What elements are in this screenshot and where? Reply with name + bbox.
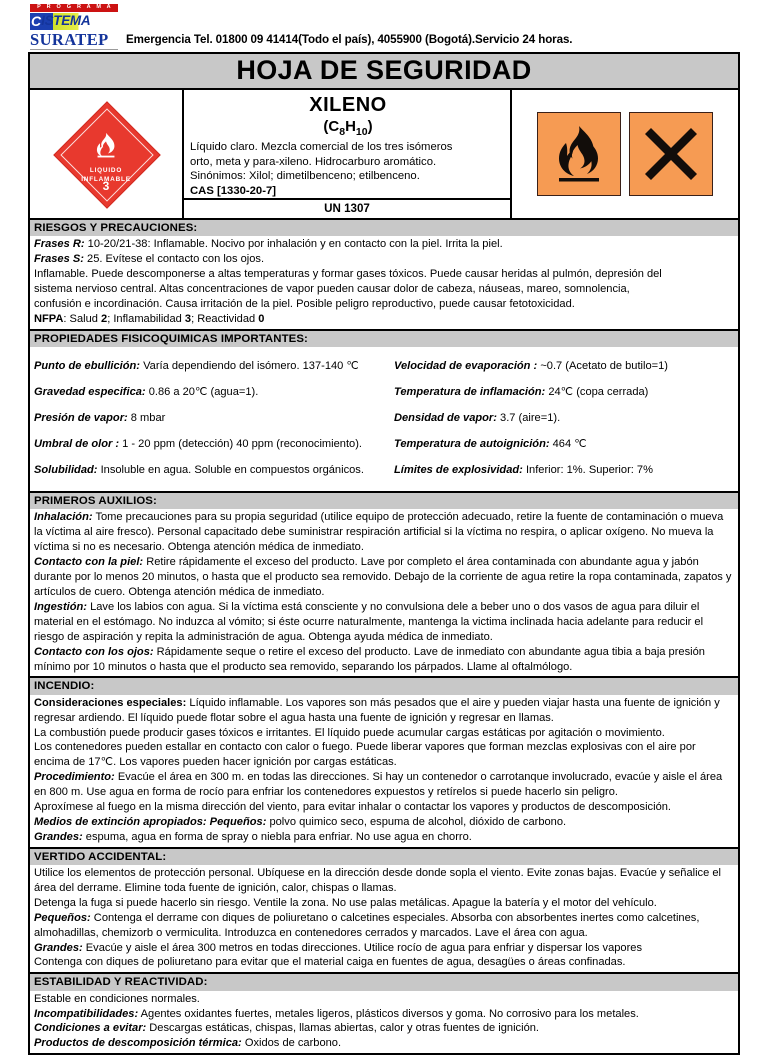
first-aid-label: Ingestión: (34, 600, 87, 613)
section-heading-riesgos: RIESGOS Y PRECAUCIONES: (30, 220, 738, 236)
placard-label-line2: INFLAMABLE (81, 175, 131, 183)
first-aid-ojos (34, 645, 734, 675)
masthead (0, 0, 768, 52)
section-heading-primeros-auxilios: PRIMEROS AUXILIOS: (30, 493, 738, 509)
frases-r-row (34, 237, 734, 252)
vertido-contenga: Contenga con diques de poliuretano para evitar que el material caiga en fuentes de agua, desagües o áreas confinadas. (34, 956, 626, 969)
nfpa-health-rating: 2 (101, 312, 108, 325)
property-value: 1 - 20 ppm (detección) 40 ppm (reconocimiento). (119, 438, 363, 451)
vertido-pequenos-label: Pequeños: (34, 911, 91, 924)
formula-open: (C (323, 118, 340, 136)
nfpa-text-a: : Salud (63, 312, 102, 325)
section-body-primeros-auxilios (30, 509, 738, 676)
condiciones-evitar-label: Condiciones a evitar: (34, 1022, 147, 1035)
descomposicion-label: Productos de descomposición térmica: (34, 1037, 242, 1050)
estabilidad-descomposicion (34, 1036, 734, 1051)
medios-grandes-text: espuma, agua en forma de spray o niebla para enfriar. No use agua en chorro. (82, 830, 472, 843)
logo-cistema-band (30, 13, 118, 30)
section-heading-vertido: VERTIDO ACCIDENTAL: (30, 849, 738, 865)
identification-block (28, 90, 740, 220)
property-value: ~0.7 (Acetato de butilo=1) (537, 360, 668, 373)
properties-grid (30, 347, 738, 491)
frases-s-text: 25. Evítese el contacto con los ojos. (83, 253, 265, 266)
x-harmful-pictogram (629, 112, 713, 196)
un-number: UN 1307 (184, 198, 510, 218)
placard-cell (30, 90, 184, 218)
property-label: Límites de explosividad: (394, 464, 523, 477)
logo-suratep-wordmark: SURATEP (30, 31, 118, 50)
descomposicion-text: Oxidos de carbono. (241, 1037, 342, 1050)
frases-r-text: 10-20/21-38: Inflamable. Nocivo por inhalación y en contacto con la piel. Irrita la piel. (84, 238, 503, 251)
chemical-info (184, 90, 510, 198)
section-body-vertido (30, 865, 738, 972)
property-label: Temperatura de autoignición: (394, 438, 550, 451)
vertido-grandes-text: Evacúe y aisle el área 300 metros en todas direcciones. Utilice rocío de agua para enfriar y dispersar los vapores (82, 941, 642, 954)
property-row (394, 463, 734, 478)
incendio-body-line-1: La combustión puede producir gases tóxicos e irritantes. El líquido puede acumular cargas estáticas por agitación o movimiento. (34, 726, 665, 739)
vertido-body-line-2: Detenga la fuga si puede hacerlo sin riesgo. Ventile la zona. No use palas metálicas. Apague la batería y el motor del vehículo. (34, 896, 657, 909)
frases-r-label: Frases R: (34, 238, 85, 251)
vertido-body-line-1: Utilice los elementos de protección personal. Ubíquese en la dirección desde donde sopla el viento. Evite zonas bajas. Evacúe y señalice el área del derrame. Elimine toda fuente de ignición, calor, chispas o llamas. (34, 867, 721, 894)
incendio-grandes (34, 830, 734, 845)
first-aid-label: Contacto con los ojos: (34, 645, 154, 658)
riesgos-body-line-1: Inflamable. Puede descomponerse a altas temperaturas y formar gases tóxicos. Puede causar heridas al pulmón, depresión del (34, 268, 662, 281)
property-label: Densidad de vapor: (394, 412, 497, 425)
first-aid-text: Retire rápidamente el exceso del producto. Lave por completo el área contaminada con abundante agua y jabón durante por lo menos 20 minutos, o hasta que el producto sea removido. Debajo de la corriente de agua retire la ropa contaminada, zapatos y artículos de cuero. Obtenga atención médica de inmediato. (34, 556, 732, 598)
property-label: Presión de vapor: (34, 412, 128, 425)
first-aid-inhalacion (34, 510, 734, 555)
incendio-procedimiento (34, 770, 734, 800)
property-value: 3.7 (aire=1). (496, 412, 561, 425)
first-aid-ingestion (34, 600, 734, 645)
incendio-medios-extincion (34, 815, 734, 830)
incendio-body-line-2: Los contenedores pueden estallar en contacto con calor o fuego. Puede liberar vapores que forman mezclas explosivas con el aire por encima de 17℃. Los vapores pueden hacer ignición por cargas estáticas. (34, 741, 696, 769)
section-primeros-auxilios (28, 493, 740, 678)
estabilidad-incompatibilidades (34, 1007, 734, 1022)
incendio-text: Evacúe el área en 300 m. en todas las direcciones. Si hay un contenedor o carrotanque involucrado, evacúe y aisle el área en 800 m. Use agua en forma de rocío para enfriar los contenedores expuestos y retírelos si puede hacerlo sin peligro. (34, 771, 723, 799)
property-value: 0.86 a 20℃ (agua=1). (145, 386, 259, 399)
logo-programa-band: P R O G R A M A (30, 4, 118, 12)
vertido-pequenos-text: Contenga el derrame con diques de poliuretano o calcetines especiales. Absorba con absorbentes inertes como calcetines, almohadillas, chemizorb o vermiculita. Introduzca en contenedores cerrados y marcados. Lave el área con agua. (34, 911, 700, 939)
section-heading-propiedades: PROPIEDADES FISICOQUIMICAS IMPORTANTES: (30, 331, 738, 347)
riesgos-body-line-3: confusión e incordinación. Causa irritación de la piel. Posible peligro reproductivo, puede causar fetotoxicidad. (34, 298, 575, 311)
property-value: 24℃ (copa cerrada) (545, 386, 649, 399)
first-aid-text: Rápidamente seque o retire el exceso del producto. Lave de inmediato con abundante agua tibia a baja presión mínimo por 10 minutos o hasta que el producto sea removido, separando los párpados. Llame al oftalmólogo. (34, 645, 705, 673)
formula-close: ) (367, 118, 373, 136)
nfpa-text-c: ; Reactividad (191, 312, 259, 325)
section-heading-estabilidad: ESTABILIDAD Y REACTIVIDAD: (30, 974, 738, 990)
page-title: HOJA DE SEGURIDAD (28, 52, 740, 90)
section-riesgos-precauciones (28, 220, 740, 331)
section-body-riesgos (30, 236, 738, 328)
nfpa-flammability-rating: 3 (184, 312, 192, 325)
vertido-grandes (34, 941, 734, 956)
flammable-liquid-placard-icon (54, 102, 158, 206)
medios-pequenos-text: polvo quimico seco, espuma de alcohol, dióxido de carbono. (266, 815, 567, 828)
formula-sub-1: 8 (339, 126, 346, 139)
property-label: Solubilidad: (34, 464, 98, 477)
chemical-synonyms: Sinónimos: Xilol; dimetilbenceno; etilbenceno. (190, 170, 420, 183)
incompatibilidades-text: Agentes oxidantes fuertes, metales ligeros, plásticos diversos y goma. No corrosivo para los metales. (138, 1007, 639, 1020)
section-body-incendio (30, 695, 738, 847)
frases-s-label: Frases S: (34, 253, 84, 266)
pictograms-cell (512, 90, 738, 218)
vertido-grandes-label: Grandes: (34, 941, 83, 954)
section-body-estabilidad (30, 991, 738, 1054)
suratep-logo (30, 4, 118, 50)
emergency-phone-line: Emergencia Tel. 01800 09 41414(Todo el país), 4055900 (Bogotá).Servicio 24 horas. (126, 33, 573, 46)
nfpa-label: NFPA (34, 312, 64, 325)
condiciones-evitar-text: Descargas estáticas, chispas, llamas abiertas, calor y otras fuentes de ignición. (146, 1022, 539, 1035)
logo-cistema-c: C (31, 13, 42, 30)
sheet-table (28, 52, 740, 1055)
first-aid-text: Tome precauciones para su propia seguridad (utilice equipo de protección adecuado, retire la fuente de contaminación o mueva la víctima al aire fresco). Personal capacitado debe suministrar respiración artificial si la víctima no respira, o aplicar oxígeno. No mueva la víctima si no es necesario. Obtenga atención médica de inmediato. (34, 511, 724, 554)
property-label: Temperatura de inflamación: (394, 386, 546, 399)
nfpa-text-b: ; Inflamabilidad (107, 312, 185, 325)
incompatibilidades-label: Incompatibilidades: (34, 1007, 139, 1020)
property-row (34, 411, 384, 426)
property-value: Varía dependiendo del isómero. 137-140 ℃ (140, 360, 359, 373)
chemical-formula (190, 118, 506, 138)
first-aid-text: Lave los labios con agua. Si la víctima está consciente y no convulsiona dele a beber uno o dos vasos de agua para diluir el material en el estómago. No induzca al vómito; si éste ocurre naturalmente, mantenga la victima inclinada hacia adelante para reducir el riesgo de aspiración y repita la administración de agua. Obtenga ayuda médica de inmediato. (34, 600, 704, 643)
placard-class-number: 3 (102, 179, 110, 194)
placard-label-line1: LIQUIDO (89, 166, 123, 174)
property-row (34, 437, 384, 452)
medios-pequenos-label: Pequeños: (206, 815, 267, 828)
chemical-name: XILENO (309, 94, 387, 117)
property-value: Inferior: 1%. Superior: 7% (522, 464, 653, 477)
property-value: Insoluble en agua. Soluble en compuestos orgánicos. (97, 464, 364, 477)
property-label: Umbral de olor : (34, 438, 120, 451)
flame-pictogram (537, 112, 621, 196)
logo-cistema-rest: ISTEMA (41, 13, 91, 29)
section-propiedades-fisicoquimicas (28, 331, 740, 493)
incendio-label: Procedimiento: (34, 771, 115, 784)
property-label: Punto de ebullición: (34, 360, 141, 373)
chemical-description-line-2: orto, meta y para-xileno. Hidrocarburo aromático. (190, 155, 437, 168)
property-row (394, 385, 734, 400)
first-aid-label: Contacto con la piel: (34, 556, 144, 569)
property-row (394, 359, 734, 374)
property-row (34, 385, 384, 400)
section-heading-incendio: INCENDIO: (30, 678, 738, 694)
incendio-text: Líquido inflamable. Los vapores son más pesados que el aire y pueden viajar hasta una fuente de ignición y regresar ardiendo. El líquido puede flotar sobre el agua hasta una fuente de ignición y regresar en llamas. (34, 696, 720, 724)
properties-column-right (384, 348, 734, 489)
chemical-description-line-1: Líquido claro. Mezcla comercial de los tres isómeros (190, 141, 453, 154)
frases-s-row (34, 252, 734, 267)
property-label: Velocidad de evaporación : (394, 360, 538, 373)
property-row (34, 359, 384, 374)
formula-sub-2: 10 (355, 126, 368, 139)
section-incendio (28, 678, 740, 848)
formula-mid: H (345, 118, 356, 136)
section-estabilidad-reactividad (28, 974, 740, 1055)
estabilidad-body-line-1: Estable en condiciones normales. (34, 992, 200, 1005)
nfpa-reactivity-rating: 0 (258, 312, 265, 325)
property-value: 8 mbar (127, 412, 166, 425)
incendio-consideraciones (34, 696, 734, 726)
vertido-pequenos (34, 911, 734, 941)
cas-number: CAS [1330-20-7] (190, 184, 277, 197)
incendio-aproximese: Aproxímese al fuego en la misma dirección del viento, para evitar inhalar o contactar los vapores y productos de descomposición. (34, 801, 671, 814)
medios-extincion-label: Medios de extinción apropiados: (34, 815, 207, 828)
medios-grandes-label: Grandes: (34, 830, 83, 843)
flame-icon (91, 131, 121, 166)
property-label: Gravedad especifica: (34, 386, 146, 399)
properties-column-left (34, 348, 384, 489)
property-row (394, 411, 734, 426)
first-aid-label: Inhalación: (34, 511, 93, 524)
first-aid-piel (34, 555, 734, 600)
identification-middle-cell (184, 90, 512, 218)
section-vertido-accidental (28, 849, 740, 975)
property-row (34, 463, 384, 478)
property-row (394, 437, 734, 452)
property-value: 464 ℃ (549, 438, 587, 451)
incendio-label: Consideraciones especiales: (34, 696, 187, 709)
nfpa-row (34, 312, 734, 327)
riesgos-body-line-2: sistema nervioso central. Altas concentraciones de vapor pueden causar dolor de cabeza, náuseas, mareo, somnolencia, (34, 283, 630, 296)
